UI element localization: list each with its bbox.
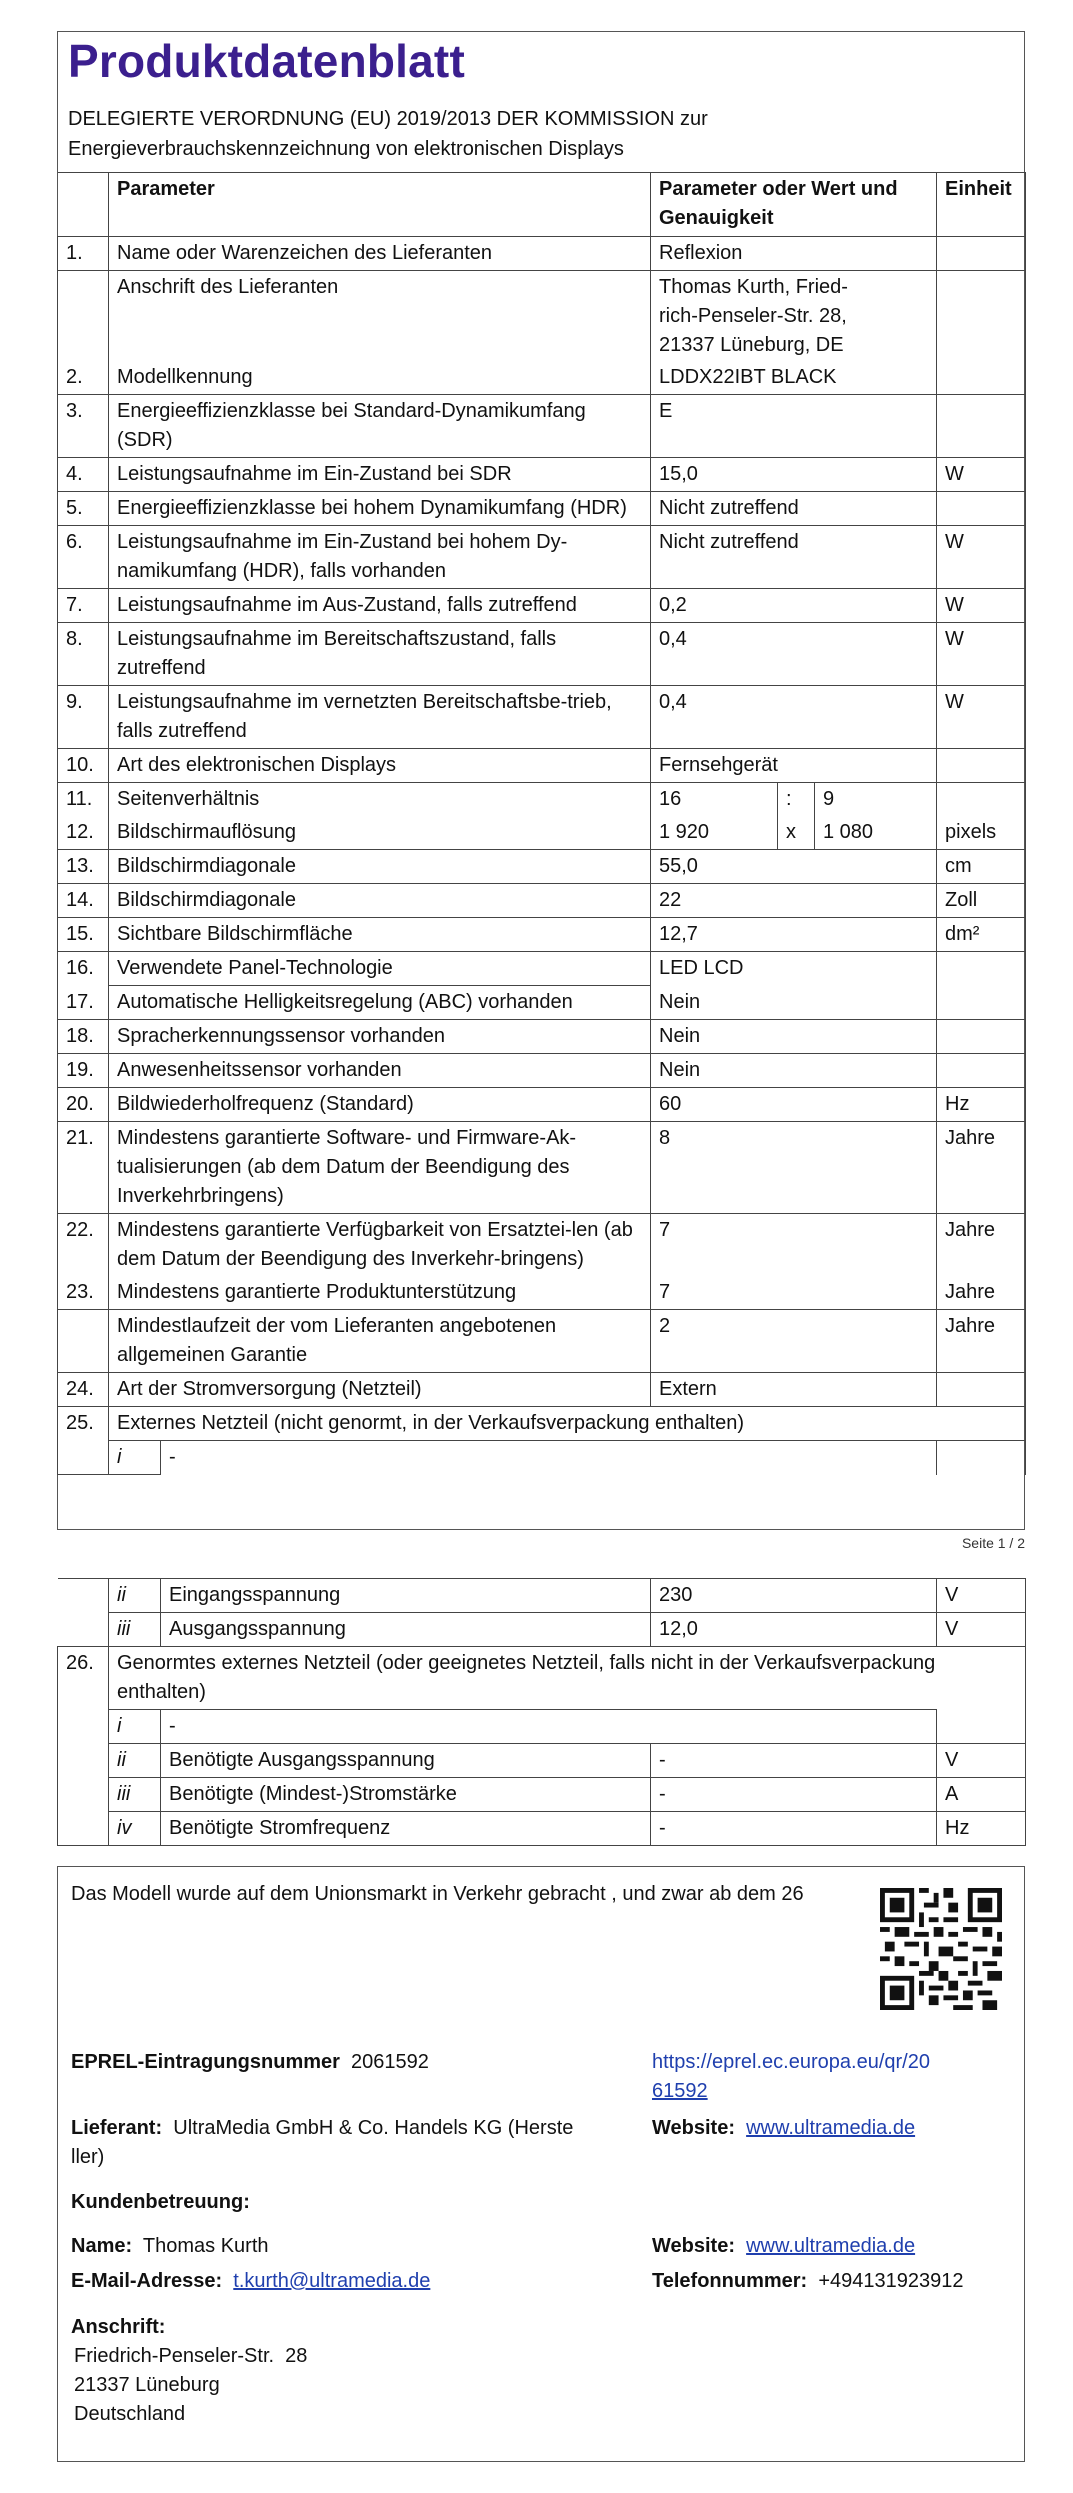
row-number: 13. [58,850,109,884]
row-unit [937,395,1026,458]
row-value: 0,4 [651,623,937,686]
row-unit [937,1054,1026,1088]
row-unit: pixels [937,816,1026,850]
eprel-label: EPREL-Eintragungsnummer [71,2051,340,2073]
row-number [58,1744,109,1778]
table-row [58,1276,1026,1310]
table-row [58,271,1026,395]
row-value: Reflexion [651,237,937,271]
table-row [58,1407,1026,1441]
email-row [71,2267,430,2296]
regulation-subtitle: DELEGIERTE VERORDNUNG (EU) 2019/2013 DER KOMMISSION zur Energieverbrauchskennzeichnung von elektronischen Displays [68,108,708,160]
row-label: Benötigte (Mindest-)Stromstärke [161,1778,651,1812]
row-unit: W [937,686,1026,749]
table-row [58,589,1026,623]
website-row [652,2114,915,2143]
row-label: Benötigte Stromfrequenz [161,1812,651,1846]
row-value: 12,0 [651,1613,937,1647]
table-row [58,1613,1026,1647]
eprel-url-line-1[interactable]: https://eprel.ec.europa.eu/qr/20 [652,2051,930,2073]
support-label: Kundenbetreuung: [71,2191,250,2213]
row-value: 22 [651,884,937,918]
market-date-text: Das Modell wurde auf dem Unionsmarkt in Verkehr gebracht , und zwar ab dem 26 [71,1883,804,1905]
row-value: 0,2 [651,589,937,623]
row-value: 60 [651,1088,937,1122]
row-value: Nicht zutreffend [651,492,937,526]
roman-index: iii [109,1613,161,1647]
row-number: 19. [58,1054,109,1088]
row-label: Mindestens garantierte Produktunterstützung [109,1276,651,1310]
row-label: Genormtes externes Netzteil (oder geeignetes Netzteil, falls nicht in der Verkaufsverpackung enthalten) [109,1647,1026,1710]
eprel-url-line-2[interactable]: 61592 [652,2080,708,2102]
row-label: Leistungsaufnahme im Ein-Zustand bei SDR [109,458,651,492]
row-unit [937,237,1026,271]
address-block [71,2313,307,2429]
row-label: Leistungsaufnahme im Aus-Zustand, falls zutreffend [109,589,651,623]
row-value: 230 [651,1579,937,1613]
row-value: 55,0 [651,850,937,884]
row-number: 9. [58,686,109,749]
row-number [58,1579,109,1613]
row-label: Name oder Warenzeichen des Lieferanten [109,237,651,271]
support-heading [71,2188,250,2217]
ratio-height: 9 [815,783,937,817]
row-unit [937,1373,1026,1407]
table-row [58,1088,1026,1122]
table-row [58,395,1026,458]
row-unit: dm² [937,918,1026,952]
table-row [58,1441,1026,1475]
row-unit: W [937,589,1026,623]
roman-index: i [109,1710,161,1744]
supplier-row [71,2114,611,2172]
row-unit: Jahre [937,1122,1026,1214]
row-label: Bildschirmauflösung [109,816,651,850]
row-number [58,1310,109,1373]
resolution-separator: x [778,816,815,850]
value-header: Parameter oder Wert und Genauigkeit [651,173,937,237]
row-value: 15,0 [651,458,937,492]
row-label: Eingangsspannung [161,1579,651,1613]
row-unit: Hz [937,1088,1026,1122]
row-label: Mindestens garantierte Verfügbarkeit von Ersatztei-len (ab dem Datum der Beendigung des Inverkehr-bringens) [109,1214,651,1277]
row-label: Benötigte Ausgangsspannung [161,1744,651,1778]
table-row [58,1214,1026,1277]
row-value: Extern [651,1373,937,1407]
row-number [58,1613,109,1647]
supplier-name-cont: ller) [71,2146,105,2168]
table-row [58,1647,1026,1710]
roman-index: ii [109,1744,161,1778]
row-unit: W [937,458,1026,492]
row-number: 23. [58,1276,109,1310]
row-number: 16. [58,952,109,986]
row-value: - [651,1778,937,1812]
table-row [58,1310,1026,1373]
row-value: Nein [651,1054,937,1088]
row-number: 11. [58,783,109,817]
row-number: 17. [58,986,109,1020]
roman-index: ii [109,1579,161,1613]
table-row [58,1812,1026,1846]
row-label: Art der Stromversorgung (Netzteil) [109,1373,651,1407]
table-row [58,458,1026,492]
row-value: Fernsehgerät [651,749,937,783]
row-unit: V [937,1613,1026,1647]
row-label: Automatische Helligkeitsregelung (ABC) vorhanden [109,986,651,1020]
row-number: 24. [58,1373,109,1407]
row-label: - [161,1710,937,1744]
email-label: E-Mail-Adresse: [71,2270,223,2292]
row-value: 7 [651,1276,937,1310]
resolution-width: 1 920 [651,816,778,850]
row-unit [937,1020,1026,1054]
row-label: Externes Netzteil (nicht genormt, in der Verkaufsverpackung enthalten) [109,1407,1026,1441]
row-unit [937,952,1026,986]
row-label: Mindestens garantierte Software- und Firmware-Ak-tualisierungen (ab dem Datum der Beendigung des Inverkehrbringens) [109,1122,651,1214]
table-row [58,526,1026,589]
row-value: - [651,1744,937,1778]
address-value: Thomas Kurth, Fried-rich-Penseler-Str. 28, 21337 Lüneburg, DE [659,276,848,356]
row-value: 0,4 [651,686,937,749]
ratio-width: 16 [651,783,778,817]
row-number: 3. [58,395,109,458]
row-label: Spracherkennungssensor vorhanden [109,1020,651,1054]
row-value: LED LCD [651,952,937,986]
page-number-label: Seite 1 / 2 [961,1535,1025,1551]
row-number: 10. [58,749,109,783]
phone-label: Telefonnummer: [652,2270,808,2292]
row-number: 14. [58,884,109,918]
eprel-row [71,2048,429,2077]
row-label: Leistungsaufnahme im Ein-Zustand bei hohem Dy-namikumfang (HDR), falls vorhanden [109,526,651,589]
row-number [58,1441,109,1475]
row-label: Leistungsaufnahme im vernetzten Bereitschaftsbe-trieb, falls zutreffend [109,686,651,749]
row-value: 7 [651,1214,937,1277]
row-value: E [651,395,937,458]
name-label: Name: [71,2235,133,2257]
row-number: 6. [58,526,109,589]
row-value: - [651,1812,937,1846]
row-label: Art des elektronischen Displays [109,749,651,783]
row-unit [937,1710,1026,1744]
model-label: Modellkennung [117,366,253,388]
row-unit: Jahre [937,1214,1026,1277]
email-link[interactable]: t.kurth@ultramedia.de [233,2270,431,2292]
row-label: Bildschirmdiagonale [109,850,651,884]
row-label: Ausgangsspannung [161,1613,651,1647]
row-unit: Hz [937,1812,1026,1846]
eprel-number: 2061592 [351,2051,429,2073]
param-header: Parameter [109,173,651,237]
table-row [58,986,1026,1020]
num-header [58,173,109,237]
row-number: 18. [58,1020,109,1054]
row-value: Nicht zutreffend [651,526,937,589]
table-row [58,1710,1026,1744]
row-unit [937,749,1026,783]
row-label: Bildwiederholfrequenz (Standard) [109,1088,651,1122]
row-unit [937,1441,1026,1475]
eprel-url[interactable] [652,2048,992,2106]
table-row [58,1020,1026,1054]
row-value [651,271,937,395]
row-unit: V [937,1579,1026,1613]
row-number: 4. [58,458,109,492]
row-unit: A [937,1778,1026,1812]
row-unit: Jahre [937,1276,1026,1310]
row-unit: cm [937,850,1026,884]
table-row [58,749,1026,783]
row-number: 25. [58,1407,109,1441]
table-row [58,492,1026,526]
table-row [58,1122,1026,1214]
supplier-label: Lieferant: [71,2117,163,2139]
model-value: LDDX22IBT BLACK [659,366,837,388]
name-value: Thomas Kurth [142,2235,269,2257]
row-number: 20. [58,1088,109,1122]
address-label: Anschrift des Lieferanten [117,276,339,298]
row-value: 8 [651,1122,937,1214]
row-value: Nein [651,1020,937,1054]
table-header [58,173,1026,237]
row-label: Leistungsaufnahme im Bereitschaftszustand, falls zutreffend [109,623,651,686]
table-row [58,1054,1026,1088]
row-number: 21. [58,1122,109,1214]
address-street: Friedrich-Penseler-Str. 28 [74,2345,308,2367]
row-unit [937,783,1026,817]
name-row [71,2232,269,2261]
row-number: 7. [58,589,109,623]
resolution-height: 1 080 [815,816,937,850]
table-row [58,783,1026,817]
website2-row [652,2232,915,2261]
table-row [58,686,1026,749]
row-unit: Jahre [937,1310,1026,1373]
row-number: 1. [58,237,109,271]
website-label: Website: [652,2235,735,2257]
row-label: Sichtbare Bildschirmfläche [109,918,651,952]
row-label: Verwendete Panel-Technologie [109,952,651,986]
row-number: 15. [58,918,109,952]
address-label: Anschrift: [71,2316,166,2338]
parameter-table [57,172,1026,1475]
row-number [58,1710,109,1744]
website-link[interactable]: www.ultramedia.de [746,2235,916,2257]
row-label: Energieeffizienzklasse bei Standard-Dynamikumfang (SDR) [109,395,651,458]
row-value: 2 [651,1310,937,1373]
row-unit: Zoll [937,884,1026,918]
ratio-separator: : [778,783,815,817]
table-row [58,952,1026,986]
row-unit: W [937,526,1026,589]
address-country: Deutschland [74,2403,186,2425]
supplier-name: UltraMedia GmbH & Co. Handels KG (Herste [173,2117,574,2139]
row-label: Mindestlaufzeit der vom Lieferanten angebotenen allgemeinen Garantie [109,1310,651,1373]
power-supply-table [57,1578,1026,1846]
address-city: 21337 Lüneburg [74,2374,220,2396]
website-link[interactable]: www.ultramedia.de [746,2117,916,2139]
roman-index: iii [109,1778,161,1812]
table-row [58,1373,1026,1407]
row-unit: V [937,1744,1026,1778]
row-number: 22. [58,1214,109,1277]
row-label: Anwesenheitssensor vorhanden [109,1054,651,1088]
table-row [58,1778,1026,1812]
roman-index: iv [109,1812,161,1846]
row-label: Seitenverhältnis [109,783,651,817]
row-number: 8. [58,623,109,686]
website-label: Website: [652,2117,735,2139]
row-label: - [161,1441,937,1475]
table-row [58,816,1026,850]
row-label: Bildschirmdiagonale [109,884,651,918]
phone-row [652,2267,963,2296]
row-label [109,271,651,395]
row-number: 2. [58,271,109,395]
table-row [58,1744,1026,1778]
row-number: 12. [58,816,109,850]
row-number: 26. [58,1647,109,1710]
unit-header: Einheit [937,173,1026,237]
table-row [58,918,1026,952]
qr-code-icon[interactable] [880,1888,1002,2010]
row-label: Energieeffizienzklasse bei hohem Dynamikumfang (HDR) [109,492,651,526]
table-row [58,237,1026,271]
table-row [58,884,1026,918]
row-unit: W [937,623,1026,686]
row-value: Nein [651,986,937,1020]
phone-value: +494131923912 [818,2270,964,2292]
table-row [58,623,1026,686]
row-unit [937,271,1026,395]
table-row [58,1579,1026,1613]
row-number [58,1812,109,1846]
row-number: 5. [58,492,109,526]
table-row [58,850,1026,884]
row-number [58,1778,109,1812]
row-unit [937,492,1026,526]
page-title: Produktdatenblatt [68,35,465,87]
row-unit [937,986,1026,1020]
roman-index: i [109,1441,161,1475]
row-value: 12,7 [651,918,937,952]
